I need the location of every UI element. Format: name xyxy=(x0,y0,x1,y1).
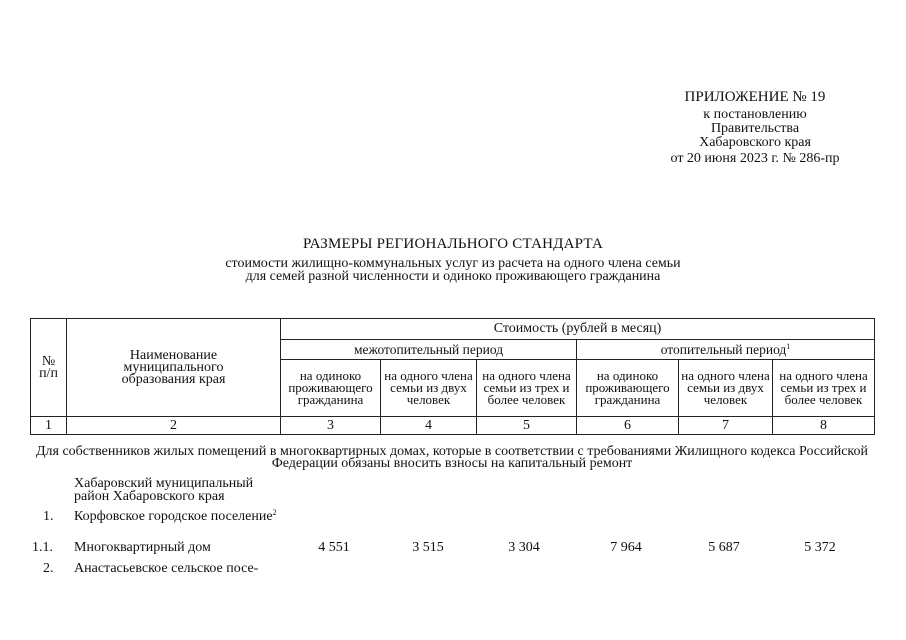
value-cell: 4 551 xyxy=(318,540,350,555)
appendix-line: Хабаровского края xyxy=(699,135,811,150)
value-cell: 5 372 xyxy=(804,540,836,555)
row-name: Многоквартирный дом xyxy=(74,540,211,555)
column-number: 4 xyxy=(381,417,477,435)
tariff-table xyxy=(30,318,875,435)
column-number: 5 xyxy=(477,417,577,435)
column-number: 3 xyxy=(281,417,381,435)
value-cell: 7 964 xyxy=(610,540,642,555)
column-number: 2 xyxy=(67,417,281,435)
column-number-row xyxy=(31,417,875,435)
row-name-text: Корфовское городское поселение xyxy=(74,509,273,524)
column-header-number: № п/п xyxy=(31,319,67,417)
appendix-line: Правительства xyxy=(710,121,800,136)
row-number: 1. xyxy=(43,509,54,524)
column-number: 1 xyxy=(31,417,67,435)
column-number: 6 xyxy=(577,417,679,435)
period-off-season: межотопительный период xyxy=(281,340,577,360)
table-row xyxy=(30,510,874,540)
row-name xyxy=(74,510,279,523)
header-row-cost xyxy=(31,319,875,340)
section-note: Для собственников жилых помещений в многоквартирных домах, которые в соответствии с требованиями Жилищного кодекса Российской Федерации обязаны вносить взносы на капитальный ремонт xyxy=(35,444,869,471)
column-header-two: на одного члена семьи из двух человек xyxy=(381,360,477,417)
value-cell: 3 515 xyxy=(412,540,444,555)
column-header-three-plus: на одного члена семьи из трех и более человек xyxy=(477,360,577,417)
value-cell: 3 304 xyxy=(508,540,540,555)
appendix-block xyxy=(640,90,870,166)
column-header-three-plus: на одного члена семьи из трех и более человек xyxy=(773,360,875,417)
column-number: 7 xyxy=(679,417,773,435)
column-header-single: на одиноко проживающего гражданина xyxy=(281,360,381,417)
column-header-name: Наименование муниципального образования края xyxy=(67,319,281,417)
row-name: Хабаровский муниципальный район Хабаровского края xyxy=(74,476,254,504)
cost-header: Стоимость (рублей в месяц) xyxy=(281,319,875,340)
column-header-two: на одного члена семьи из двух человек xyxy=(679,360,773,417)
column-number: 8 xyxy=(773,417,875,435)
footnote-marker: 2 xyxy=(272,508,277,517)
table-row xyxy=(30,562,874,578)
document-subtitle xyxy=(0,257,906,283)
column-header-single: на одиноко проживающего гражданина xyxy=(577,360,679,417)
period-heating-label: отопительный период xyxy=(660,341,787,357)
table-row xyxy=(30,541,874,557)
document-subtitle-line: для семей разной численности и одиноко проживающего гражданина xyxy=(245,269,661,284)
table-row xyxy=(30,477,874,507)
document-subtitle-line: стоимости жилищно-коммунальных услуг из расчета на одного члена семьи xyxy=(225,256,681,271)
row-number: 2. xyxy=(43,561,54,576)
footnote-marker: 1 xyxy=(786,341,791,351)
row-name: Анастасьевское сельское посе- xyxy=(74,561,259,576)
value-cell: 5 687 xyxy=(708,540,740,555)
appendix-line: к постановлению xyxy=(703,107,807,122)
period-heating xyxy=(577,340,875,360)
document-title: РАЗМЕРЫ РЕГИОНАЛЬНОГО СТАНДАРТА xyxy=(302,236,604,252)
appendix-date: от 20 июня 2023 г. № 286-пр xyxy=(670,151,840,166)
appendix-title: ПРИЛОЖЕНИЕ № 19 xyxy=(684,89,826,105)
row-number: 1.1. xyxy=(32,540,53,555)
